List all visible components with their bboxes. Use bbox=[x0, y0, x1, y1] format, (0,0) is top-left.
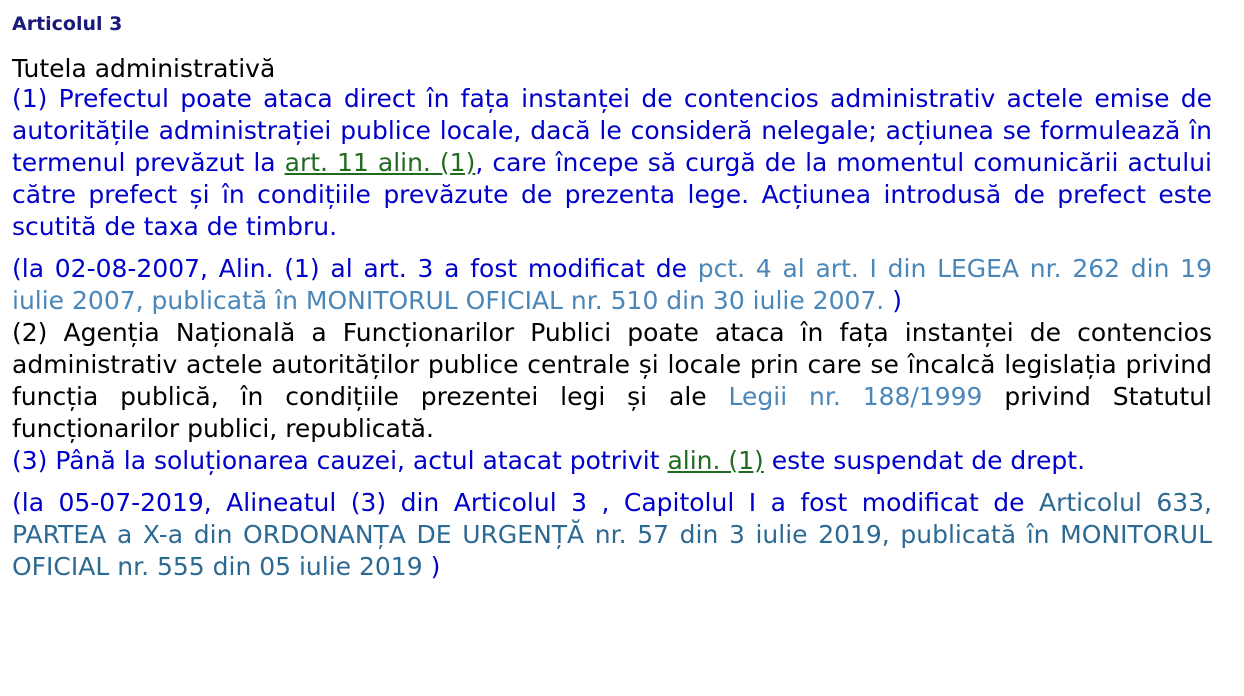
paragraph-3-text: (3) Până la soluționarea cauzei, actul atacat potrivit bbox=[12, 446, 668, 475]
paragraph-3-text-end: este suspendat de drept. bbox=[763, 446, 1086, 475]
paragraph-1 bbox=[12, 83, 1212, 243]
link-art-11-alin-1[interactable]: art. 11 alin. (1) bbox=[284, 148, 476, 177]
amendment-note-2-end: ) bbox=[422, 552, 441, 581]
paragraph-2 bbox=[12, 317, 1212, 445]
link-alin-1[interactable]: alin. (1) bbox=[667, 446, 764, 475]
paragraph-2-text: (2) Agenția Națională a Funcționarilor Publici poate ataca în fața instanței de contencios administrativ actele autorităților publice centrale și locale prin care se încalcă legislația privind funcția publică, în condițiile prezentei legi și ale bbox=[12, 318, 1212, 411]
amendment-note-2-text: (la 05-07-2019, Alineatul (3) din Articolul 3 , Capitolul I a fost modificat de bbox=[12, 488, 1039, 517]
amendment-note-1-end: ) bbox=[884, 286, 902, 315]
paragraph-3 bbox=[12, 445, 1212, 477]
amendment-note-1 bbox=[12, 253, 1212, 317]
paragraph-2-text-end: privind Statutul funcționarilor publici, republicată. bbox=[12, 382, 1212, 443]
amendment-note-2 bbox=[12, 487, 1212, 583]
article-heading: Tutela administrativă bbox=[12, 54, 276, 83]
link-legea-262-2007[interactable]: pct. 4 al art. I din LEGEA nr. 262 din 19 iulie 2007, publicată în MONITORUL OFICIAL nr. 510 din 30 iulie 2007. bbox=[12, 254, 1212, 315]
paragraph-1-text-end: , care începe să curgă de la momentul comunicării actului către prefect și în condițiile prevăzute de prezenta lege. Acțiunea introdusă de prefect este scutită de taxa de timbru. bbox=[12, 148, 1212, 241]
amendment-note-1-text: (la 02-08-2007, Alin. (1) al art. 3 a fost modificat de bbox=[12, 254, 698, 283]
link-oug-57-2019[interactable]: Articolul 633, PARTEA a X-a din ORDONANȚA DE URGENȚĂ nr. 57 din 3 iulie 2019, publicată în MONITORUL OFICIAL nr. 555 din 05 iulie 2019 bbox=[12, 488, 1212, 581]
article-title: Articolul 3 bbox=[12, 13, 123, 35]
paragraph-1-text: (1) Prefectul poate ataca direct în fața instanței de contencios administrativ actele emise de autoritățile administrației publice locale, dacă le consideră nelegale; acțiunea se formulează în termenul prevăzut la bbox=[12, 84, 1212, 177]
link-legea-188-1999[interactable]: Legii nr. 188/1999 bbox=[728, 382, 983, 411]
